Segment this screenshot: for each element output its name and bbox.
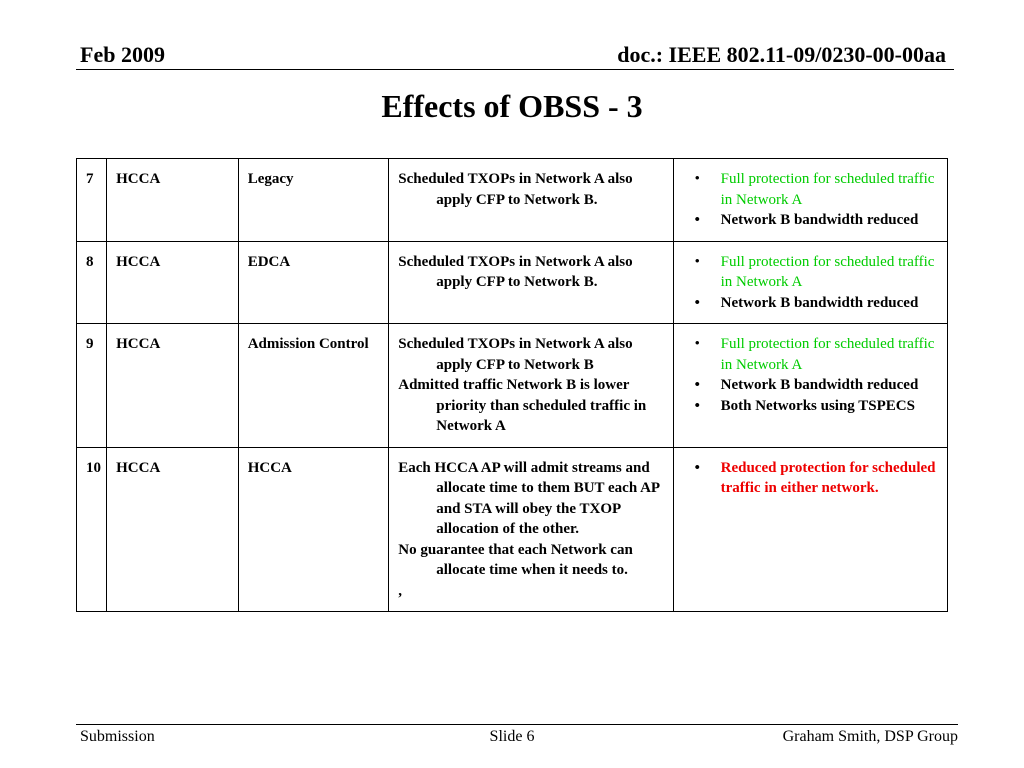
sta-type [238, 159, 389, 242]
effect-text: Full protection for scheduled traffic in Network A [720, 253, 935, 290]
table-row [77, 159, 948, 242]
effect-text: Reduced protection for scheduled traffic in either network. [720, 459, 936, 496]
sta-type [238, 324, 389, 448]
effect-text: Full protection for scheduled traffic in Network A [720, 171, 935, 208]
effects-cell [673, 447, 947, 612]
sta-type-text: Admission Control [247, 336, 369, 352]
effects-list [683, 458, 938, 499]
description-paragraph: , [398, 582, 402, 599]
table-row [77, 324, 948, 448]
effect-text: Network B bandwidth reduced [720, 377, 919, 393]
footer-author: Graham Smith, DSP Group [782, 728, 958, 745]
effect-item [683, 334, 938, 375]
effect-item [683, 252, 938, 293]
description-cell [389, 241, 673, 324]
description-paragraph: Scheduled TXOPs in Network A also apply CFP to Network B. [398, 171, 633, 208]
sta-type [238, 447, 389, 612]
sta-type-text: Legacy [247, 171, 294, 187]
ap-type: HCCA [107, 324, 239, 448]
effects-list [683, 252, 938, 314]
effect-item [683, 458, 938, 499]
description-cell [389, 324, 673, 448]
bullet-icon: • [694, 377, 700, 393]
bullet-icon: • [694, 171, 700, 187]
table-row [77, 447, 948, 612]
row-number: 9 [77, 324, 107, 448]
effect-item [683, 375, 938, 396]
table-row [77, 241, 948, 324]
slide-title: Effects of OBSS - 3 [381, 88, 643, 124]
effect-item [683, 210, 938, 231]
ap-type: HCCA [107, 447, 239, 612]
effects-cell [673, 241, 947, 324]
effect-item [683, 169, 938, 210]
sta-type-text: HCCA [247, 459, 292, 476]
footer-divider [76, 724, 958, 725]
bullet-icon: • [694, 253, 700, 270]
sta-type-text: EDCA [247, 253, 291, 270]
effects-cell [673, 159, 947, 242]
effects-cell [673, 324, 947, 448]
footer-slide-number: Slide 6 [489, 728, 535, 745]
effect-item [683, 396, 938, 417]
footer-submission: Submission [80, 728, 155, 745]
sta-type [238, 241, 389, 324]
bullet-icon: • [694, 212, 700, 228]
ap-type: HCCA [107, 159, 239, 242]
header-divider [76, 69, 954, 70]
effect-text: Network B bandwidth reduced [720, 294, 919, 311]
description-paragraph: Each HCCA AP will admit streams and allocate time to them BUT each AP and STA will obey the TXOP allocation of the other. [398, 459, 660, 537]
effects-list [683, 334, 938, 416]
effect-text: Full protection for scheduled traffic in Network A [720, 336, 935, 373]
description-paragraph: No guarantee that each Network can allocate time when it needs to. [398, 541, 633, 578]
bullet-icon: • [694, 336, 700, 352]
obss-effects-table [76, 158, 948, 612]
description-paragraph: Admitted traffic Network B is lower priority than scheduled traffic in Network A [398, 377, 647, 434]
row-number: 7 [77, 159, 107, 242]
effects-list [683, 169, 938, 231]
description-paragraph: Scheduled TXOPs in Network A also apply CFP to Network B [398, 336, 633, 373]
effect-text: Both Networks using TSPECS [720, 397, 915, 414]
header-doc-id: doc.: IEEE 802.11-09/0230-00-00aa [617, 42, 946, 67]
ap-type: HCCA [107, 241, 239, 324]
bullet-icon: • [694, 459, 700, 476]
description-paragraph: Scheduled TXOPs in Network A also apply CFP to Network B. [398, 253, 633, 290]
description-cell [389, 159, 673, 242]
bullet-icon: • [694, 397, 700, 414]
effect-text: Network B bandwidth reduced [720, 212, 919, 228]
header-date: Feb 2009 [80, 42, 165, 67]
row-number: 8 [77, 241, 107, 324]
description-cell [389, 447, 673, 612]
effect-item [683, 293, 938, 314]
row-number: 10 [77, 447, 107, 612]
bullet-icon: • [694, 294, 700, 311]
